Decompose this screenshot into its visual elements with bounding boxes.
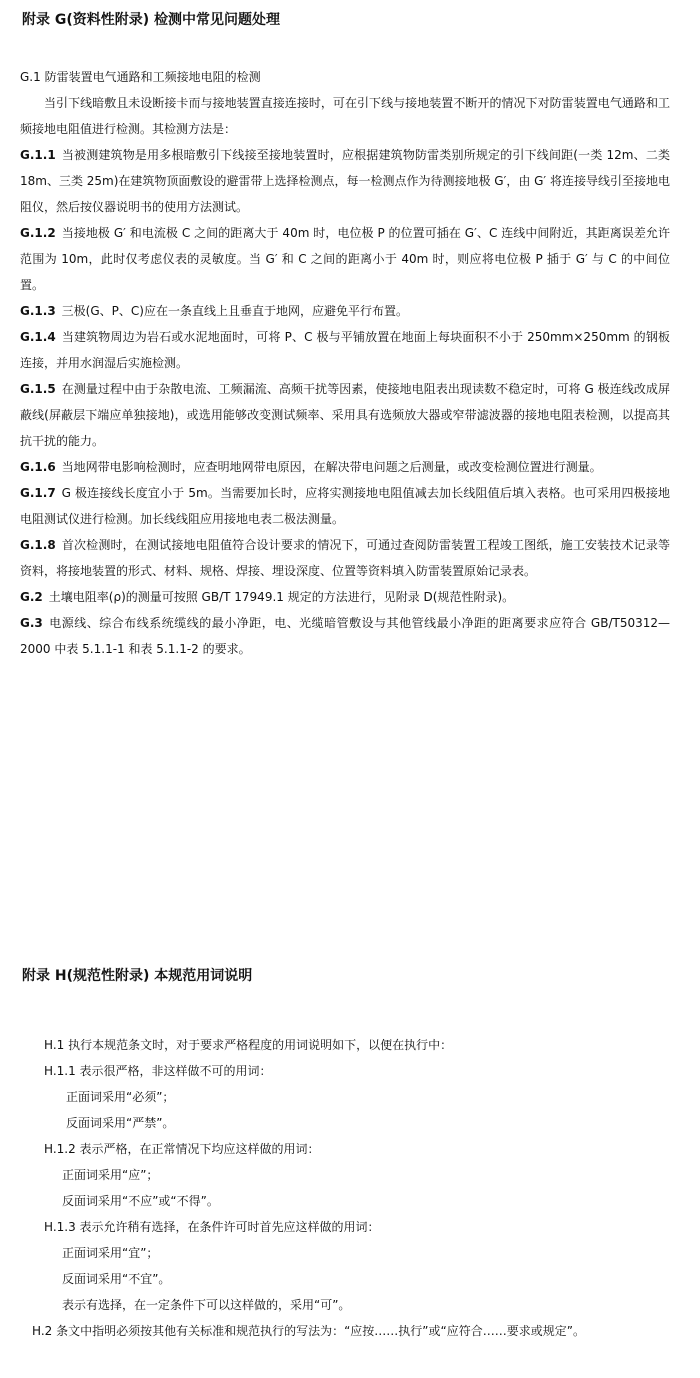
paragraph-text: 电源线、综合布线系统缆线的最小净距，电、光缆暗管敷设与其他管线最小净距的距离要求应符合 GB/T50312—2000 中表 5.1.1-1 和表 5.1.1-2 的要求。 — [20, 616, 670, 656]
paragraph-text: 当被测建筑物是用多根暗敷引下线接至接地装置时，应根据建筑物防雷类别所规定的引下线间距(一类 12m、二类 18m、三类 25m)在建筑物顶面敷设的避雷带上选择检测点，每一检测点作为待测接地极 G′，由 G′ 将连接导线引至接地电阻仪，然后按仪器说明书的使用方法测试。 — [20, 148, 670, 214]
appendix-g-body — [20, 64, 670, 662]
paragraph-text: G 极连接线长度宜小于 5m。当需要加长时，应将实测接地电阻值减去加长线阻值后填入表格。也可采用四极接地电阻测试仪进行检测。加长线线阻应用接地电表二极法测量。 — [20, 486, 670, 526]
paragraph-g1 — [20, 64, 670, 90]
paragraph-text: 当引下线暗敷且未设断接卡而与接地装置直接连接时，可在引下线与接地装置不断开的情况下对防雷装置电气通路和工频接地电阻值进行检测。其检测方法是： — [20, 96, 670, 136]
appendix-g-title: 附录 G(资料性附录) 检测中常见问题处理 — [22, 12, 281, 28]
h-line: H.1 执行本规范条文时，对于要求严格程度的用词说明如下，以便在执行中： — [44, 1038, 453, 1052]
h-line: 反面词采用“严禁”。 — [66, 1116, 175, 1130]
h-line: H.2 条文中指明必须按其他有关标准和规范执行的写法为：“应按……执行”或“应符合……要求或规定”。 — [32, 1324, 585, 1338]
clause-number: G.1.2 — [20, 226, 56, 240]
paragraph-text: 在测量过程中由于杂散电流、工频漏流、高频干扰等因素，使接地电阻表出现读数不稳定时，可将 G 极连线改成屏蔽线(屏蔽层下端应单独接地)，或选用能够改变测试频率、采用具有选频放大器或窄带滤波器的接地电阻表检测，以提高其抗干扰的能力。 — [20, 382, 670, 448]
paragraph-g1-5 — [20, 376, 670, 454]
h-line: H.1.1 表示很严格，非这样做不可的用词： — [44, 1064, 272, 1078]
clause-number: G.1.4 — [20, 330, 56, 344]
h-line: 正面词采用“应”； — [62, 1168, 159, 1182]
h-line: 表示有选择，在一定条件下可以这样做的，采用“可”。 — [62, 1298, 351, 1312]
paragraph-g1-3 — [20, 298, 670, 324]
appendix-h-body — [32, 1032, 654, 1344]
paragraph-text: 首次检测时，在测试接地电阻值符合设计要求的情况下，可通过查阅防雷装置工程竣工图纸，施工安装技术记录等资料，将接地装置的形式、材料、规格、焊接、埋设深度、位置等资料填入防雷装置原始记录表。 — [20, 538, 670, 578]
paragraph-g1-1 — [20, 142, 670, 220]
clause-number: G.1.1 — [20, 148, 56, 162]
paragraph-g2 — [20, 584, 670, 610]
paragraph-text: 三极(G、P、C)应在一条直线上且垂直于地网，应避免平行布置。 — [61, 304, 408, 318]
h-line: 反面词采用“不宜”。 — [62, 1272, 171, 1286]
clause-number: G.1.5 — [20, 382, 56, 396]
paragraph-text: 土壤电阻率(ρ)的测量可按照 GB/T 17949.1 规定的方法进行，见附录 D(规范性附录)。 — [48, 590, 515, 604]
paragraph-g1-6 — [20, 454, 670, 480]
h-line: 反面词采用“不应”或“不得”。 — [62, 1194, 219, 1208]
paragraph-g1-4 — [20, 324, 670, 376]
paragraph-text: 当地网带电影响检测时，应查明地网带电原因，在解决带电问题之后测量，或改变检测位置进行测量。 — [61, 460, 602, 474]
paragraph-g1-intro — [20, 90, 670, 142]
clause-number: G.3 — [20, 616, 43, 630]
paragraph-g1-2 — [20, 220, 670, 298]
clause-number: G.1.8 — [20, 538, 56, 552]
paragraph-g1-8 — [20, 532, 670, 584]
h-line: 正面词采用“必须”； — [66, 1090, 175, 1104]
h-line: H.1.2 表示严格，在正常情况下均应这样做的用词： — [44, 1142, 320, 1156]
h-line: 正面词采用“宜”； — [62, 1246, 159, 1260]
paragraph-text: G.1 防雷装置电气通路和工频接地电阻的检测 — [20, 70, 261, 84]
paragraph-text: 当接地极 G′ 和电流极 C 之间的距离大于 40m 时，电位极 P 的位置可插在 G′、C 连线中间附近，其距离误差允许范围为 10m，此时仅考虑仪表的灵敏度。当 G′ 和 C 之间的距离小于 40m 时，则应将电位极 P 插于 G′ 与 C 的中间位置。 — [20, 226, 670, 292]
appendix-h-title: 附录 H(规范性附录) 本规范用词说明 — [22, 968, 253, 984]
clause-number: G.1.3 — [20, 304, 56, 318]
h-line: H.1.3 表示允许稍有选择，在条件许可时首先应这样做的用词： — [44, 1220, 380, 1234]
paragraph-g3 — [20, 610, 670, 662]
clause-number: G.1.6 — [20, 460, 56, 474]
clause-number: G.1.7 — [20, 486, 56, 500]
paragraph-g1-7 — [20, 480, 670, 532]
paragraph-text: 当建筑物周边为岩石或水泥地面时，可将 P、C 极与平铺放置在地面上每块面积不小于 250mm×250mm 的钢板连接，并用水润湿后实施检测。 — [20, 330, 670, 370]
clause-number: G.2 — [20, 590, 43, 604]
